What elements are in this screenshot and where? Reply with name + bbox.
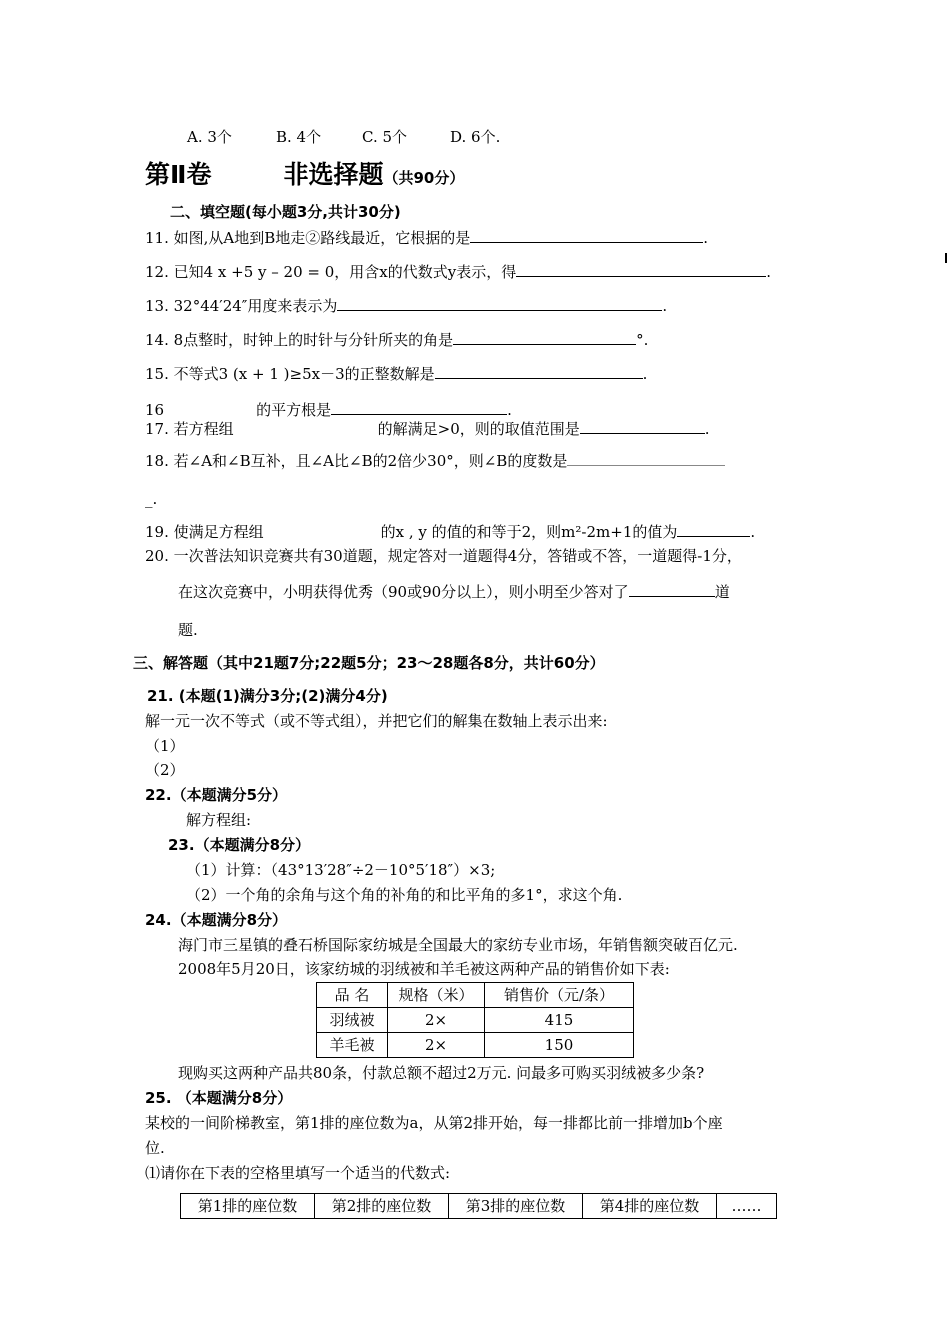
q24-head: 24.（本题满分8分） — [145, 911, 288, 929]
choice-c: C. 5个 — [362, 128, 408, 146]
q17-blank[interactable] — [580, 419, 705, 434]
q19 — [145, 522, 755, 542]
table-cell: 第2排的座位数 — [315, 1194, 449, 1219]
table-row — [317, 1008, 634, 1033]
q17 — [145, 419, 710, 439]
q19-end: . — [750, 523, 756, 541]
seat-table — [180, 1193, 777, 1219]
q19-a: 19. 使满足方程组 — [145, 523, 264, 541]
q24-l1: 海门市三星镇的叠石桥国际家纺城是全国最大的家纺专业市场，年销售额突破百亿元. — [178, 936, 738, 954]
choice-b: B. 4个 — [276, 128, 322, 146]
q14-end: °. — [636, 331, 649, 349]
part-title — [145, 160, 464, 193]
q20-line1: 20. 一次普法知识竞赛共有30道题，规定答对一道题得4分，答错或不答，一道题得-1分， — [145, 547, 742, 565]
q21-p1: （1） — [145, 737, 185, 755]
q23-head: 23.（本题满分8分） — [168, 836, 311, 854]
table-cell: 第4排的座位数 — [583, 1194, 717, 1219]
q18 — [145, 451, 725, 471]
q12-end: . — [766, 263, 772, 281]
table-cell: 第1排的座位数 — [181, 1194, 315, 1219]
table-cell: 第3排的座位数 — [449, 1194, 583, 1219]
q12-blank[interactable] — [516, 262, 766, 277]
q25-l3: ⑴请你在下表的空格里填写一个适当的代数式: — [145, 1164, 451, 1182]
q18-blank[interactable] — [567, 451, 725, 466]
table-cell: 羽绒被 — [317, 1008, 388, 1033]
q15-blank[interactable] — [435, 364, 643, 379]
table-cell: 2× — [388, 1033, 485, 1058]
q20-line3: 题. — [178, 621, 198, 639]
q16 — [145, 400, 512, 420]
q11 — [145, 228, 708, 248]
q17-a: 17. 若方程组 — [145, 420, 234, 438]
q24-l2: 2008年5月20日，该家纺城的羽绒被和羊毛被这两种产品的销售价如下表: — [178, 960, 670, 978]
q16-blank[interactable] — [331, 400, 507, 415]
table-header: 销售价（元/条） — [485, 983, 634, 1008]
table-row — [317, 1033, 634, 1058]
q15 — [145, 364, 647, 384]
q19-blank[interactable] — [677, 522, 750, 537]
q14-text: 14. 8点整时，时钟上的时针与分针所夹的角是 — [145, 331, 454, 349]
part-name: 非选择题 — [283, 160, 384, 189]
q13 — [145, 296, 667, 316]
q25-head: 25. （本题满分8分） — [145, 1089, 293, 1107]
q16-text: 的平方根是 — [256, 401, 332, 419]
q21-p2: （2） — [145, 761, 185, 779]
q11-end: . — [703, 229, 709, 247]
q21-head: 21. (本题(1)满分3分;(2)满分4分) — [147, 687, 388, 705]
q14-blank[interactable] — [453, 330, 636, 345]
q22-body: 解方程组: — [186, 811, 252, 829]
table-cell: 2× — [388, 1008, 485, 1033]
table-cell: 150 — [485, 1033, 634, 1058]
q16-num: 16 — [145, 401, 165, 419]
q15-text: 15. 不等式3 (x + 1 )≥5x－3的正整数解是 — [145, 365, 435, 383]
q15-end: . — [642, 365, 648, 383]
choice-a: A. 3个 — [187, 128, 232, 146]
table-header-row — [317, 983, 634, 1008]
q12-text: 12. 已知4 x +5 y – 20 = 0，用含x的代数式y表示，得 — [145, 263, 517, 281]
q25-l1: 某校的一间阶梯教室，第1排的座位数为a，从第2排开始，每一排都比前一排增加b个座 — [145, 1114, 723, 1132]
q18-text: 18. 若∠A和∠B互补，且∠A比∠B的2倍少30°，则∠B的度数是 — [145, 452, 568, 470]
edge-mark — [945, 253, 947, 263]
part-label: 第Ⅱ卷 — [145, 160, 212, 189]
q16-end: . — [507, 401, 512, 419]
q20-blank[interactable] — [629, 582, 715, 597]
q25-l2: 位. — [145, 1139, 165, 1157]
q18-cont: _. — [145, 490, 158, 508]
table-header: 规格（米） — [388, 983, 485, 1008]
section-fill-blank: 二、填空题(每小题3分,共计30分) — [170, 203, 401, 221]
part-score: （共90分） — [383, 169, 465, 187]
table-header: 品 名 — [317, 983, 388, 1008]
q19-b: 的x , y 的值的和等于2，则m²-2m+1的值为 — [380, 523, 678, 541]
table-cell: …… — [717, 1194, 777, 1219]
q11-blank[interactable] — [470, 228, 703, 243]
q24-l3: 现购买这两种产品共80条，付款总额不超过2万元. 问最多可购买羽绒被多少条? — [178, 1064, 705, 1082]
q13-blank[interactable] — [337, 296, 662, 311]
table-row — [181, 1194, 777, 1219]
q17-b: 的解满足>0，则的取值范围是 — [377, 420, 580, 438]
q12 — [145, 262, 771, 282]
q20-line2-text: 在这次竞赛中，小明获得优秀（90或90分以上），则小明至少答对了 — [178, 583, 629, 601]
q21-body: 解一元一次不等式（或不等式组），并把它们的解集在数轴上表示出来: — [145, 712, 608, 730]
q20-line2-end: 道 — [714, 583, 730, 601]
q23-p2: （2）一个角的余角与这个角的补角的和比平角的多1°，求这个角. — [186, 886, 623, 904]
q14 — [145, 330, 648, 350]
q20-line2 — [178, 582, 730, 602]
table-cell: 415 — [485, 1008, 634, 1033]
table-cell: 羊毛被 — [317, 1033, 388, 1058]
q17-end: . — [704, 420, 710, 438]
q11-text: 11. 如图,从A地到B地走②路线最近，它根据的是 — [145, 229, 471, 247]
q13-text: 13. 32°44′24″用度来表示为 — [145, 297, 338, 315]
section-answer: 三、解答题（其中21题7分;22题5分；23～28题各8分，共计60分） — [133, 654, 605, 672]
price-table — [316, 982, 634, 1058]
q13-end: . — [662, 297, 668, 315]
q22-head: 22.（本题满分5分） — [145, 786, 288, 804]
q23-p1: （1）计算：（43°13′28″÷2－10°5′18″）×3; — [186, 861, 496, 879]
choice-d: D. 6个. — [450, 128, 501, 146]
